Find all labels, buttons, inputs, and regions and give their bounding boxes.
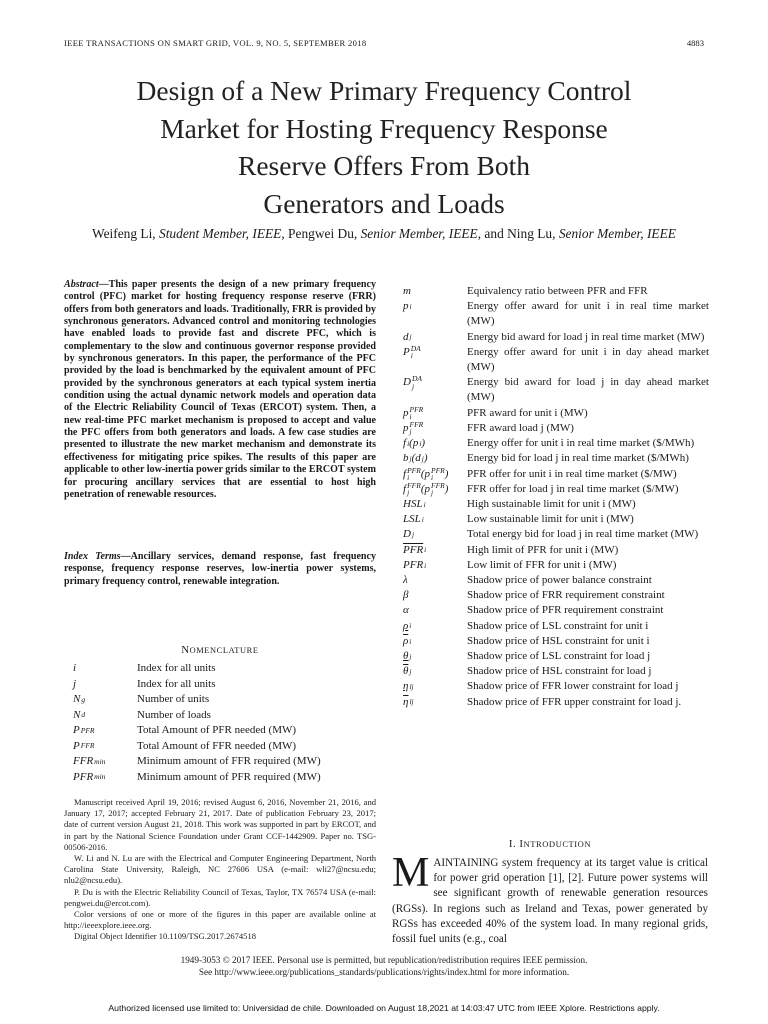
- symbol-scripts: [409, 653, 411, 661]
- nomenclature-entry: [403, 436, 709, 451]
- nomenclature-symbol: [403, 284, 467, 299]
- index-terms-label: Index Terms: [64, 551, 121, 562]
- symbol-scripts: [409, 638, 411, 646]
- symbol-base: N: [73, 693, 81, 705]
- nomenclature-symbol: [403, 634, 467, 649]
- nomenclature-symbol: [403, 451, 467, 466]
- argument-subscript: j: [421, 454, 424, 464]
- argument-subscript: i: [419, 438, 422, 448]
- nomenclature-definition: Shadow price of FRR requirement constraint: [467, 589, 665, 602]
- author-3-role: Senior Member, IEEE: [558, 226, 676, 241]
- symbol-base: p: [403, 300, 409, 313]
- title-line-2: Market for Hosting Frequency Response: [160, 112, 608, 144]
- symbol-subscript: j: [409, 666, 412, 676]
- nomenclature-entry: [403, 573, 709, 588]
- nomenclature-symbol: [403, 482, 467, 497]
- symbol-base: m: [403, 285, 411, 297]
- symbol-subscript: i: [424, 545, 427, 555]
- symbol-base: f: [403, 437, 407, 450]
- nomenclature-definition: Shadow price of power balance constraint: [467, 573, 652, 586]
- nomenclature-symbol: [403, 664, 467, 679]
- copyright-line-1: 1949-3053 © 2017 IEEE. Personal use is permitted, but republication/redistribution requires IEEE permission.: [180, 955, 588, 965]
- nomenclature-definition: Number of units: [137, 693, 210, 705]
- symbol-base: ρ: [403, 619, 409, 632]
- argument-subscript: i: [430, 473, 434, 482]
- symbol-base: α: [403, 604, 409, 617]
- nomenclature-definition: High limit of PFR for unit i (MW): [467, 543, 619, 556]
- symbol-scripts: [409, 622, 411, 630]
- nomenclature-definition: Index for all units: [137, 662, 216, 674]
- symbol-scripts: [424, 562, 426, 570]
- nomenclature-entry: [73, 754, 373, 770]
- nomenclature-definition: Minimum amount of PFR required (MW): [137, 770, 321, 783]
- nomenclature-definition: Energy offer award for unit i in real time market (MW): [467, 300, 709, 328]
- symbol-base: N: [73, 708, 81, 721]
- symbol-scripts: [424, 546, 426, 554]
- symbol-scripts: [412, 531, 414, 539]
- symbol-scripts: [409, 683, 413, 691]
- symbol-subscript: j: [407, 488, 410, 498]
- nomenclature-symbol: [403, 679, 467, 694]
- author-2: , Pengwei Du,: [281, 226, 358, 241]
- symbol-subscript: j: [409, 427, 412, 437]
- symbol-scripts: [410, 406, 424, 421]
- nomenclature-definition: Number of loads: [137, 708, 211, 721]
- symbol-subscript: j: [409, 332, 412, 342]
- nomenclature-definition: Energy bid award for load j in day ahead market (MW): [467, 376, 709, 404]
- nomenclature-definition: Shadow price of FFR lower constraint for load j: [467, 680, 679, 693]
- intro-body: system frequency at its target value is critical for power grid operation [1], [2]. Future power systems will see significant growth of renewable generation resources (RGSs). In regions such as Ireland and Texas, power generated by RGSs has exceeded 40% of the system load. In many regional grids, fossil fuel units (e.g., coal: [392, 857, 708, 946]
- nomenclature-definition: Energy offer for unit i in real time market ($/MWh): [467, 437, 695, 450]
- nomenclature-entry: [73, 661, 373, 677]
- nomenclature-entry: [403, 558, 709, 573]
- copyright-line-2: See http://www.ieee.org/publications_standards/publications/rights/index.html for more information.: [198, 967, 570, 977]
- nomenclature-heading: [64, 645, 376, 656]
- symbol-scripts: [94, 773, 105, 781]
- nomenclature-definition: Shadow price of PFR requirement constraint: [467, 604, 664, 617]
- nomenclature-symbol: [73, 692, 137, 708]
- abstract-body: —This paper presents the design of a new primary frequency control (PFC) market for hosting frequency response reserve (FRR) offers from both generators and loads. Traditionally, FRR is provided by synchronous generators. Advanced control and monitoring technologies have enabled loads to provide fast and discrete PFC, which is complementary to the slow and continuous governor response provided by synchronous generators. In this paper, the performance of the PFC provided by the load is benchmarked by the equivalent amount of PFC provided by the synchronous generators at each typical system inertia condition using the actual dynamic network models and operation data of the Electric Reliability Council of Texas (ERCOT) system. Then, a new real-time PFC market mechanism is proposed to accept and value the PFC offers from both generators and loads. A few case studies are presented to illustrate the new market mechanism and demonstrate its effectiveness for mitigating price spikes. The results of this paper are applicable to other low-inertia power grids similar to the ERCOT system for procuring ancillary services that are essential to host high penetration of renewable resources.: [64, 279, 376, 500]
- nomenclature-entry: [403, 664, 709, 679]
- argument-scripts: [431, 467, 445, 482]
- symbol-scripts: [424, 501, 426, 509]
- symbol-subscript: i: [423, 499, 426, 509]
- nomenclature-entry: [73, 692, 373, 708]
- symbol-subscript: lj: [409, 697, 414, 707]
- nomenclature-symbol: [403, 603, 467, 618]
- intro-first-word: AINTAINING: [433, 857, 499, 869]
- section-title-rest: NTRODUCTION: [523, 839, 592, 849]
- nomenclature-definition: High sustainable limit for unit i (MW): [467, 497, 636, 510]
- copyright-notice: [64, 954, 704, 978]
- nomenclature-definition: Index for all units: [137, 677, 216, 690]
- nomenclature-entry: [73, 723, 373, 739]
- nomenclature-entry: [403, 345, 709, 375]
- symbol-base: HSL: [403, 497, 423, 510]
- symbol-subscript: i: [409, 636, 412, 646]
- symbol-superscript: DA: [411, 374, 422, 384]
- symbol-base: $\overline{\eta}$: [403, 695, 409, 708]
- symbol-subscript: j: [411, 381, 415, 391]
- symbol-superscript: FFR: [409, 419, 424, 429]
- nomenclature-entry: [73, 739, 373, 755]
- symbol-subscript: i: [409, 301, 412, 311]
- symbol-subscript: i: [407, 473, 410, 482]
- symbol-scripts: [410, 421, 424, 436]
- symbol-superscript: DA: [410, 343, 421, 353]
- symbol-base: η: [403, 680, 409, 693]
- symbol-base: p: [403, 421, 409, 434]
- abstract-label: Abstract: [64, 279, 99, 290]
- nomenclature-symbol: [403, 299, 467, 329]
- title-line-3: Reserve Offers From Both: [237, 150, 530, 181]
- nomenclature-entry: [403, 299, 709, 329]
- footnote-manuscript: Manuscript received April 19, 2016; revised August 6, 2016, November 21, 2016, and January 17, 2017; accepted February 21, 2017. Date of publication February 23, 2017; date of current version August 21, 2018. This work was supported in part by ERCOT, and in part by the National Science Foundation under Grant CCF-1442909. Paper no. TSG-00506-2016.: [64, 797, 376, 852]
- symbol-subscript: lj: [409, 682, 414, 692]
- nomenclature-entry: [403, 451, 709, 466]
- nomenclature-entry: [403, 588, 709, 603]
- nomenclature-entry: [403, 619, 709, 634]
- symbol-base: P: [73, 739, 80, 752]
- nomenclature-entry: [403, 375, 709, 405]
- paper-title: [60, 72, 708, 222]
- nomenclature-entry: [403, 482, 709, 497]
- nomenclature-symbol: [73, 677, 137, 693]
- nomenclature-symbol: [403, 497, 467, 512]
- symbol-argument-close: ): [421, 437, 426, 450]
- nomenclature-definition: Shadow price of LSL constraint for unit i: [467, 619, 649, 632]
- symbol-argument: (p: [420, 482, 430, 495]
- nomenclature-definition: Shadow price of FFR upper constraint for load j.: [467, 695, 682, 708]
- title-line-1: Design of a New Primary Frequency Control: [136, 75, 632, 106]
- symbol-base: λ: [403, 573, 408, 586]
- symbol-base: FFR: [73, 755, 94, 767]
- symbol-subscript: min: [94, 756, 106, 766]
- author-2-role: Senior Member, IEEE: [360, 226, 478, 241]
- symbol-base: LSL: [403, 513, 421, 526]
- nomenclature-definition: Energy bid for load j in real time market ($/MWh): [467, 452, 689, 465]
- symbol-subscript: i: [424, 560, 427, 570]
- footnote-doi: Digital Object Identifier 10.1109/TSG.2017.2674518: [74, 931, 256, 942]
- symbol-base: $\overline{\theta}$: [403, 665, 409, 678]
- nomenclature-symbol: [403, 527, 467, 542]
- nomenclature-symbol: [403, 543, 467, 558]
- symbol-subscript: PFR: [80, 725, 95, 735]
- symbol-argument: (p: [409, 437, 419, 450]
- author-list: [40, 226, 728, 242]
- nomenclature-symbol: [73, 708, 137, 724]
- nomenclature-symbol: [73, 754, 137, 770]
- symbol-superscript: PFR: [409, 404, 424, 414]
- symbol-scripts: [410, 333, 412, 341]
- nomenclature-entry: [403, 543, 709, 558]
- symbol-scripts: [81, 727, 95, 735]
- nomenclature-entry: [403, 467, 709, 482]
- symbol-subscript: j: [411, 530, 415, 540]
- nomenclature-entry: [73, 708, 373, 724]
- symbol-scripts: [81, 711, 85, 719]
- nomenclature-definition: Total Amount of PFR needed (MW): [137, 724, 297, 736]
- symbol-base: P: [403, 345, 410, 358]
- symbol-base: j: [73, 677, 77, 690]
- nomenclature-symbol: [403, 558, 467, 573]
- nomenclature-entry: [403, 527, 709, 542]
- nomenclature-definition: PFR award for unit i (MW): [467, 406, 588, 419]
- symbol-base: D: [403, 528, 411, 541]
- nomenclature-definition: Equivalency ratio between PFR and FFR: [467, 285, 648, 297]
- symbol-base: d: [403, 330, 409, 343]
- symbol-base: i: [73, 662, 77, 674]
- symbol-argument-close: ): [444, 467, 449, 480]
- symbol-base: p: [403, 406, 409, 419]
- nomenclature-symbol: [73, 661, 137, 677]
- nomenclature-symbol: [403, 345, 467, 375]
- symbol-subscript: i: [421, 514, 424, 524]
- symbol-scripts: [94, 758, 105, 766]
- nomenclature-definition: Minimum amount of FFR required (MW): [137, 755, 321, 767]
- symbol-subscript: FFR: [80, 741, 95, 751]
- symbol-scripts: [422, 516, 424, 524]
- nomenclature-entry: [403, 497, 709, 512]
- nomenclature-entry: [403, 284, 709, 299]
- nomenclature-definition: Shadow price of HSL constraint for unit i: [467, 634, 650, 647]
- abstract: [64, 279, 376, 501]
- section-title-initial: I: [519, 838, 524, 850]
- nomenclature-definition: Energy offer award for unit i in day ahead market (MW): [467, 345, 709, 374]
- argument-superscript: FFR: [430, 480, 445, 490]
- nomenclature-definition: Total Amount of FFR needed (MW): [137, 739, 297, 752]
- symbol-scripts: [81, 742, 95, 750]
- nomenclature-definition: Shadow price of LSL constraint for load j: [467, 650, 651, 662]
- nomenclature-definition: Low sustainable limit for unit i (MW): [467, 513, 634, 526]
- nomenclature-entry: [403, 649, 709, 664]
- symbol-subscript: i: [407, 438, 410, 448]
- symbol-subscript: min: [94, 772, 106, 782]
- section-number: I.: [508, 838, 517, 850]
- nomenclature-symbol: [403, 421, 467, 436]
- nomenclature-entry: [403, 406, 709, 421]
- symbol-scripts: [81, 696, 85, 704]
- argument-superscript: PFR: [430, 465, 445, 475]
- nomenclature-entry: [73, 677, 373, 693]
- nomenclature-entry: [403, 421, 709, 436]
- symbol-argument: (d: [411, 452, 421, 465]
- nomenclature-symbol: [73, 739, 137, 755]
- nomenclature-definition: Shadow price of HSL constraint for load j: [467, 665, 652, 678]
- footnote-affiliation-li-lu: W. Li and N. Lu are with the Electrical and Computer Engineering Department, North Carolina State University, Raleigh, NC 27606 USA (e-mail: wli27@ncsu.edu; nlu2@ncsu.edu).: [64, 853, 376, 886]
- symbol-base: f: [403, 482, 407, 495]
- nomenclature-definition: Energy bid award for load j in real time market (MW): [467, 330, 705, 343]
- symbol-base: f: [403, 467, 407, 480]
- nomenclature-entry: [403, 330, 709, 345]
- author-1-role: Student Member, IEEE: [159, 226, 282, 241]
- symbol-scripts: [407, 482, 421, 497]
- nomenclature-list-left: [73, 661, 373, 785]
- symbol-scripts: [410, 303, 412, 311]
- license-footer: Authorized licensed use limited to: Universidad de chile. Downloaded on August 18,2021 at 14:03:47 UTC from IEEE Xplore. Restrictions apply.: [108, 1003, 660, 1013]
- index-terms-body: —Ancillary services, demand response, fast frequency response, frequency response reserves, low-inertia power systems, primary frequency control, renewable integration.: [64, 551, 377, 587]
- footnote-affiliation-du: P. Du is with the Electric Reliability Council of Texas, Taylor, TX 76574 USA (e-mail: pengwei.du@ercot.com).: [64, 886, 376, 908]
- symbol-subscript: i: [409, 412, 412, 422]
- symbol-base: θ: [403, 650, 409, 662]
- symbol-superscript: FFR: [407, 480, 421, 490]
- section-heading-introduction: [392, 838, 708, 850]
- author-1: Weifeng Li,: [92, 226, 156, 241]
- nomenclature-symbol: [403, 649, 467, 664]
- symbol-subscript: j: [409, 454, 412, 464]
- nomenclature-symbol: [403, 467, 467, 482]
- symbol-argument: (p: [420, 467, 430, 480]
- symbol-superscript: PFR: [407, 465, 421, 475]
- nomenclature-definition: Total energy bid for load j in real time market (MW): [467, 528, 699, 541]
- nomenclature-symbol: [403, 375, 467, 405]
- journal-header: IEEE TRANSACTIONS ON SMART GRID, VOL. 9, NO. 5, SEPTEMBER 2018: [64, 38, 367, 48]
- nomenclature-heading-initial: N: [181, 645, 190, 656]
- symbol-base: $\overline{\rho}$: [403, 634, 409, 647]
- nomenclature-entry: [73, 770, 373, 786]
- argument-scripts: [431, 482, 445, 497]
- symbol-base: $\overline{PFR}$: [403, 543, 424, 556]
- symbol-scripts: [407, 467, 421, 482]
- symbol-base: PFR: [73, 770, 94, 783]
- nomenclature-entry: [403, 634, 709, 649]
- symbol-subscript: i: [410, 351, 413, 361]
- symbol-base: D: [403, 376, 411, 389]
- index-terms: [64, 551, 376, 588]
- nomenclature-definition: PFR offer for unit i in real time market ($/MW): [467, 467, 677, 480]
- argument-subscript: j: [430, 488, 434, 498]
- nomenclature-symbol: [403, 695, 467, 710]
- footnote-color-versions: Color versions of one or more of the figures in this paper are available online at http://ieeexplore.ieee.org.: [64, 909, 376, 931]
- symbol-base: P: [73, 724, 80, 736]
- symbol-subscript: j: [409, 651, 412, 661]
- nomenclature-definition: Low limit of FFR for unit i (MW): [467, 558, 617, 571]
- nomenclature-entry: [403, 695, 709, 710]
- symbol-base: b: [403, 452, 409, 465]
- nomenclature-definition: FFR offer for load j in real time market ($/MW): [467, 482, 679, 495]
- nomenclature-entry: [403, 679, 709, 694]
- nomenclature-symbol: [403, 330, 467, 345]
- page-number: 4883: [686, 38, 704, 48]
- nomenclature-symbol: [403, 588, 467, 603]
- nomenclature-symbol: [403, 406, 467, 421]
- nomenclature-definition: FFR award load j (MW): [467, 421, 574, 434]
- symbol-scripts: [411, 345, 421, 360]
- drop-cap: M: [392, 850, 430, 896]
- introduction-text: [392, 850, 708, 947]
- symbol-base: β: [403, 589, 409, 602]
- nomenclature-symbol: [403, 436, 467, 451]
- symbol-base: PFR: [403, 558, 424, 571]
- nomenclature-symbol: [403, 512, 467, 527]
- nomenclature-heading-rest: OMENCLATURE: [189, 646, 259, 655]
- nomenclature-entry: [403, 603, 709, 618]
- nomenclature-symbol: [403, 573, 467, 588]
- nomenclature-symbol: [73, 770, 137, 786]
- symbol-subscript: d: [81, 710, 86, 720]
- symbol-scripts: [409, 698, 413, 706]
- symbol-subscript: g: [81, 694, 86, 704]
- nomenclature-symbol: [73, 723, 137, 739]
- nomenclature-entry: [403, 512, 709, 527]
- nomenclature-symbol: [403, 619, 467, 634]
- symbol-subscript: i: [409, 621, 412, 631]
- symbol-argument-close: ): [444, 482, 449, 495]
- symbol-argument-close: ): [423, 452, 428, 465]
- nomenclature-list-right: [403, 284, 709, 710]
- author-3: , and Ning Lu,: [477, 226, 556, 241]
- symbol-scripts: [412, 375, 422, 390]
- footnote: [64, 797, 376, 943]
- symbol-scripts: [409, 668, 411, 676]
- title-line-4: Generators and Loads: [263, 187, 505, 219]
